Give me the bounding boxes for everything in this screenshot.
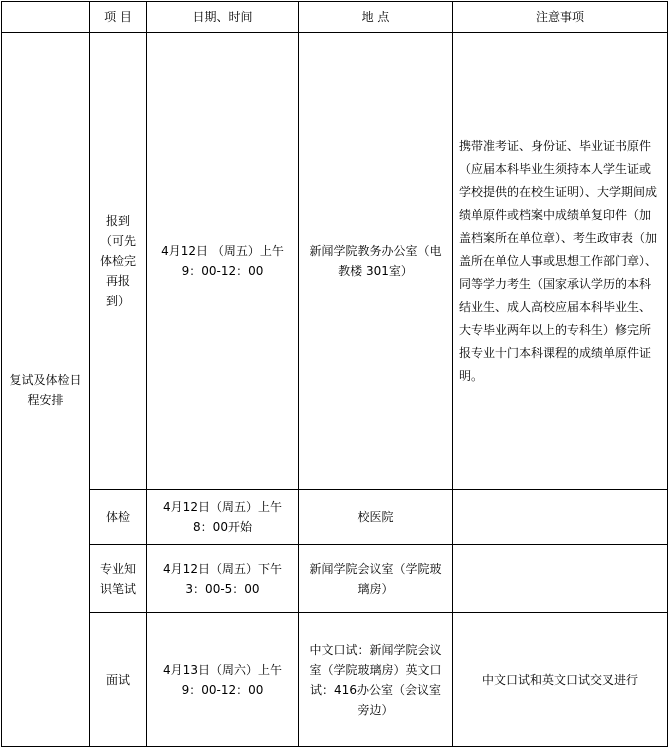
table-row xyxy=(2,490,668,545)
datetime-cell: 4月12日（周五）下午 3：00-5：00 xyxy=(147,545,299,613)
notes-cell: 中文口试和英文口试交叉进行 xyxy=(453,613,668,747)
datetime-cell: 4月13日（周六）上午 9：00-12：00 xyxy=(147,613,299,747)
location-cell: 校医院 xyxy=(299,490,453,545)
table-row xyxy=(2,33,668,490)
header-row xyxy=(2,2,668,33)
location-cell: 新闻学院教务办公室（电教楼 301室） xyxy=(299,33,453,490)
header-location: 地 点 xyxy=(299,2,453,33)
datetime-cell: 4月12日（周五）上午 8：00开始 xyxy=(147,490,299,545)
location-cell: 中文口试：新闻学院会议室（学院玻璃房）英文口试：416办公室（会议室旁边） xyxy=(299,613,453,747)
notes-cell xyxy=(453,490,668,545)
item-cell: 专业知识笔试 xyxy=(90,545,147,613)
item-cell: 体检 xyxy=(90,490,147,545)
table-row xyxy=(2,545,668,613)
datetime-cell: 4月12日 （周五）上午 9：00-12：00 xyxy=(147,33,299,490)
table-row xyxy=(2,613,668,747)
item-cell: 面试 xyxy=(90,613,147,747)
header-category xyxy=(2,2,90,33)
header-datetime: 日期、时间 xyxy=(147,2,299,33)
header-notes: 注意事项 xyxy=(453,2,668,33)
notes-cell: 携带准考证、身份证、毕业证书原件（应届本科毕业生须持本人学生证或学校提供的在校生证明）、大学期间成绩单原件或档案中成绩单复印件（加盖档案所在单位章）、考生政审表（加盖所在单位人事或思想工作部门章）、同等学力考生（国家承认学历的本科结业生、成人高校应届本科毕业生、大专毕业两年以上的专科生）修完所报专业十门本科课程的成绩单原件证明。 xyxy=(453,33,668,490)
item-cell: 报到（可先体检完再报到） xyxy=(90,33,147,490)
header-item: 项 目 xyxy=(90,2,147,33)
location-cell: 新闻学院会议室（学院玻璃房） xyxy=(299,545,453,613)
schedule-table xyxy=(1,1,668,747)
notes-cell xyxy=(453,545,668,613)
category-cell: 复试及体检日程安排 xyxy=(2,33,90,747)
